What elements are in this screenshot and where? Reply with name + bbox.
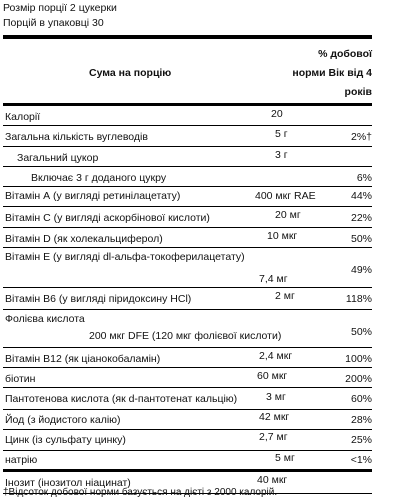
nutrient-name: Інозит (інозитол ніацинат) <box>5 477 131 489</box>
table-row-total-sugars <box>3 147 372 167</box>
table-row-vitamin-a <box>3 187 372 207</box>
nutrient-name: Йод (з йодистого калію) <box>5 414 121 426</box>
nutrient-name: Вітамін Е (у вигляді dl-альфа-токоферилацетату) <box>5 251 245 263</box>
nutrient-name: Цинк (із сульфату цинку) <box>5 434 126 446</box>
table-row-zinc <box>3 430 372 451</box>
nutrition-facts-panel <box>3 0 372 500</box>
nutrient-name: натрію <box>5 454 38 466</box>
nutrient-daily-value: 50% <box>350 233 372 245</box>
nutrient-amount: 400 мкг RAE <box>255 190 316 202</box>
nutrient-amount: 40 мкг <box>257 474 288 486</box>
table-row-biotin <box>3 368 372 388</box>
nutrient-daily-value: 60% <box>350 393 372 405</box>
nutrient-name: Вітамін D (як холекальциферол) <box>5 233 163 245</box>
nutrient-daily-value: <1% <box>350 454 372 466</box>
serving-size: Розмір порції 2 цукерки <box>3 2 117 14</box>
nutrient-name: Загальна кількість вуглеводів <box>5 131 148 143</box>
nutrient-amount: 20 мг <box>275 209 301 221</box>
nutrient-amount: 2,7 мг <box>259 431 288 443</box>
nutrient-daily-value: 200% <box>345 373 372 385</box>
nutrient-daily-value: 100% <box>345 353 372 365</box>
nutrient-amount: 3 г <box>275 149 288 161</box>
nutrient-daily-value: 22% <box>350 212 372 224</box>
table-row-vitamin-b12 <box>3 348 372 368</box>
table-row-vitamin-d <box>3 228 372 248</box>
nutrient-name: Вітамін B12 (як ціанокобаламін) <box>5 353 161 365</box>
nutrient-daily-value: 6% <box>356 172 372 184</box>
nutrient-name: Вітамін С (у вигляді аскорбінової кислоти) <box>5 212 210 224</box>
nutrient-daily-value: 44% <box>350 190 372 202</box>
table-row-iodine <box>3 410 372 430</box>
footnote: †Відсоток добової норми базується на дієті з 2000 калорій. <box>3 487 278 498</box>
nutrient-amount: 2,4 мкг <box>259 350 293 362</box>
daily-value-header-line1: % добової <box>318 48 372 60</box>
nutrient-amount: 7,4 мг <box>259 273 288 285</box>
nutrient-daily-value: 50% <box>350 326 372 338</box>
nutrient-daily-value: 28% <box>350 414 372 426</box>
nutrient-amount: 20 <box>271 108 283 120</box>
nutrient-daily-value: 118% <box>345 293 372 305</box>
table-row-vitamin-e <box>3 248 372 288</box>
nutrient-name: Пантотенова кислота (як d-пантотенат кальцію) <box>5 393 238 405</box>
top-thick-rule <box>3 35 372 39</box>
nutrient-daily-value: 25% <box>350 434 372 446</box>
table-row-calories <box>3 106 372 126</box>
table-row-sodium <box>3 451 372 470</box>
nutrient-amount: 60 мкг <box>257 370 288 382</box>
table-row-vitamin-b6 <box>3 288 372 310</box>
amount-per-serving-label: Сума на порцію <box>89 67 172 79</box>
nutrient-name: Вітамін B6 (у вигляді піридоксину HCl) <box>5 293 192 305</box>
nutrient-name: Калорії <box>5 111 41 123</box>
nutrient-amount: 3 мг <box>266 391 286 403</box>
servings-per-container: Порцій в упаковці 30 <box>3 17 104 29</box>
nutrient-daily-value: 49% <box>350 264 372 276</box>
nutrient-amount: 2 мг <box>275 290 295 302</box>
table-row-folic-acid <box>3 310 372 348</box>
nutrient-amount: 10 мкг <box>267 230 298 242</box>
nutrient-name: Фолієва кислота <box>5 313 85 325</box>
daily-value-header-line3: років <box>344 86 372 98</box>
nutrient-amount: 5 г <box>275 128 288 140</box>
table-row-pantothenic-acid <box>3 388 372 410</box>
daily-value-header-line2: норми Вік від 4 <box>292 67 372 79</box>
table-row-carbohydrates <box>3 126 372 147</box>
nutrient-daily-value: 2%† <box>350 131 372 143</box>
nutrient-name: Вітамін А (у вигляді ретинілацетату) <box>5 190 181 202</box>
nutrient-amount: 5 мг <box>275 452 295 464</box>
nutrient-name: Включає 3 г доданого цукру <box>31 172 167 184</box>
table-row-vitamin-c <box>3 207 372 228</box>
nutrient-amount: 200 мкг DFE (120 мкг фолієвої кислоти) <box>89 330 282 342</box>
table-row-added-sugars <box>3 167 372 187</box>
nutrient-amount: 42 мкг <box>259 411 290 423</box>
daily-value-header <box>252 45 372 102</box>
nutrient-name: Загальний цукор <box>17 152 99 164</box>
nutrient-name: біотин <box>5 373 36 385</box>
